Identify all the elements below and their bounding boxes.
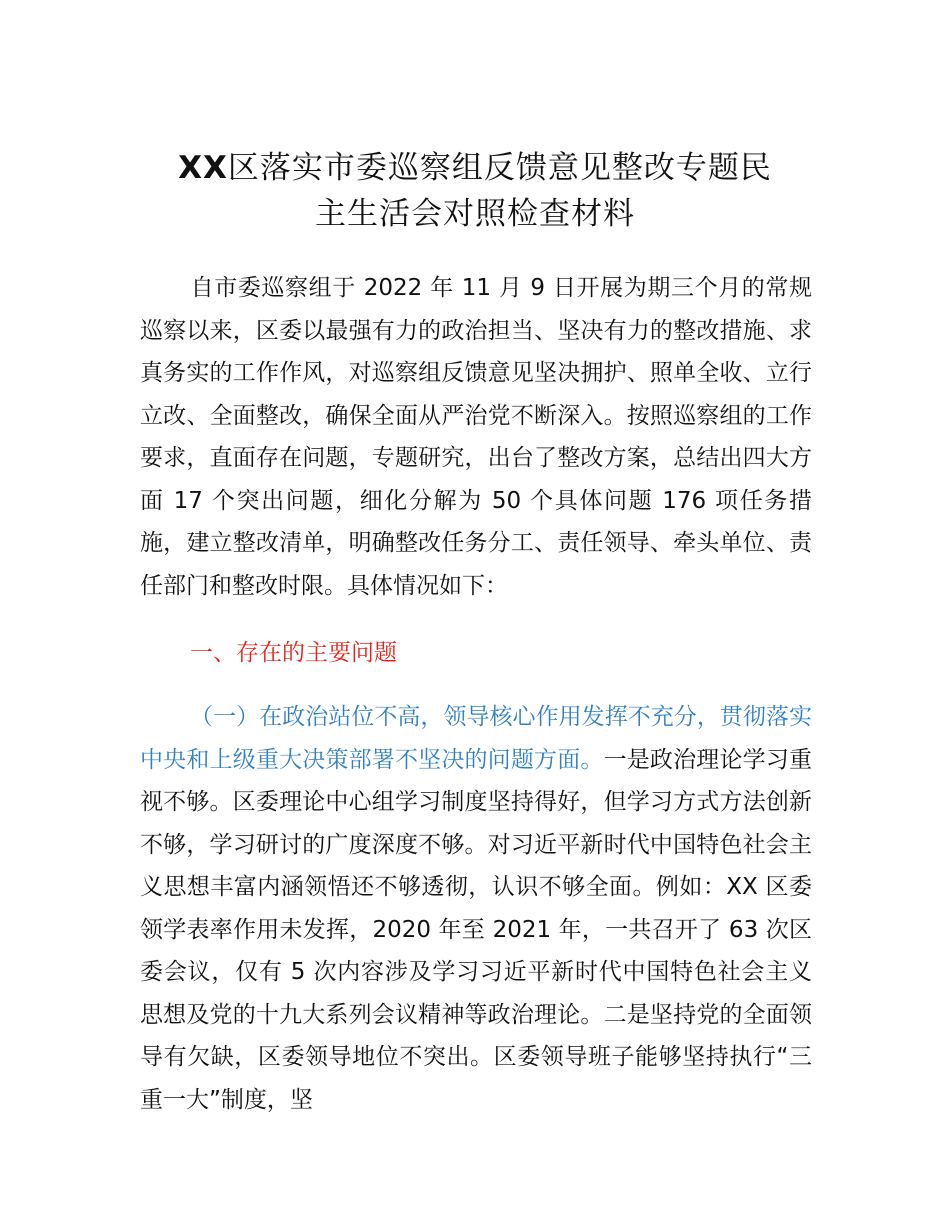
title-prefix: XX xyxy=(178,150,228,186)
intro-paragraph xyxy=(140,267,812,607)
subsection-heading: （一）在政治站位不高，领导核心作用发挥不充分，贯彻落实中央和上级重大决策部署不坚决的问题方面。 xyxy=(140,704,812,773)
section-heading: 一、存在的主要问题 xyxy=(190,640,397,666)
document-title-line-1 xyxy=(140,146,810,190)
title-line-1-text: 区落实市委巡察组反馈意见整改专题民 xyxy=(227,150,772,186)
subsection-body-text: 一是政治理论学习重视不够。区委理论中心组学习制度坚持得好，但学习方式方法创新不够，学习研讨的广度深度不够。对习近平新时代中国特色社会主义思想丰富内涵领悟还不够透彻，认识不够全面。例如：XX 区委领学表率作用未发挥，2020 年至 2021 年，一共召开了 63 次区委会议，仅有 5 次内容涉及学习习近平新时代中国特色社会主义思想及党的十九大系列会议精神等政治理论。二是坚持党的全面领导有欠缺，区委领导地位不突出。区委领导班子能够坚持执行“三重一大”制度，坚 xyxy=(140,746,813,1113)
subsection-paragraph xyxy=(140,696,812,1121)
document-title-line-2: 主生活会对照检查材料 xyxy=(315,196,635,232)
intro-paragraph-text: 自市委巡察组于 2022 年 11 月 9 日开展为期三个月的常规巡察以来，区委以最强有力的政治担当、坚决有力的整改措施、求真务实的工作作风，对巡察组反馈意见坚决拥护、照单全收、立行立改、全面整改，确保全面从严治党不断深入。按照巡察组的工作要求，直面存在问题，专题研究，出台了整改方案，总结出四大方面 17 个突出问题，细化分解为 50 个具体问题 176 项任务措施，建立整改清单，明确整改任务分工、责任领导、牵头单位、责任部门和整改时限。具体情况如下： xyxy=(140,275,812,599)
